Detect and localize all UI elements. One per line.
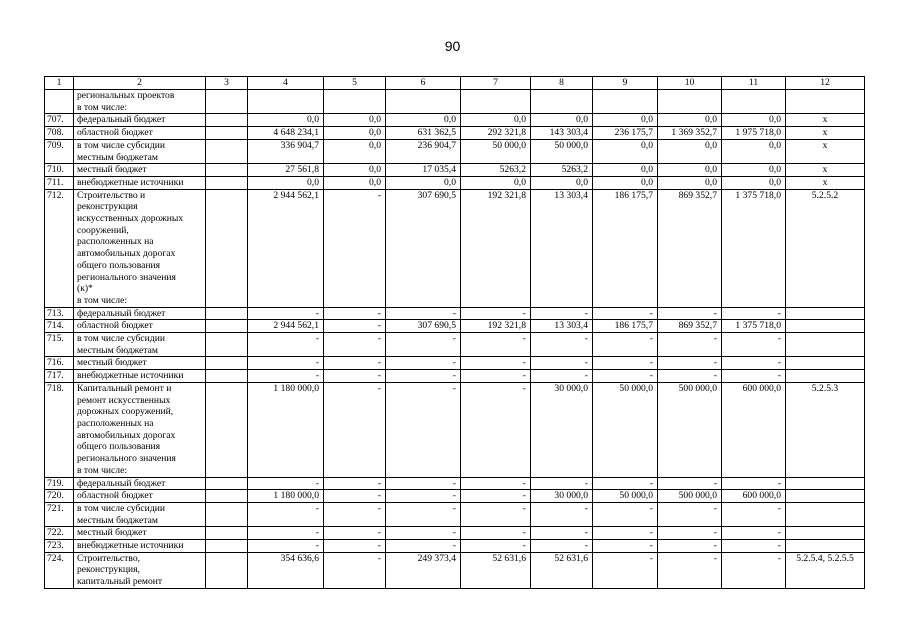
table-row <box>45 114 865 127</box>
column-header: 5 <box>324 77 386 90</box>
column-header: 3 <box>206 77 248 90</box>
row-value: 0,0 <box>593 139 658 163</box>
row-value: - <box>248 502 324 526</box>
row-name: областной бюджет <box>74 490 206 503</box>
row-value: - <box>324 477 386 490</box>
row-number: 709. <box>45 139 74 163</box>
row-value: 600 000,0 <box>722 490 786 503</box>
row-value: - <box>324 527 386 540</box>
row-value: - <box>461 527 531 540</box>
row-reference <box>786 502 865 526</box>
row-value: - <box>386 502 461 526</box>
row-value: - <box>248 540 324 553</box>
row-value: 307 690,5 <box>386 320 461 333</box>
row-value: 500 000,0 <box>658 382 722 477</box>
row-reference: х <box>786 164 865 177</box>
row-value: 13 303,4 <box>531 320 593 333</box>
row-col3 <box>206 114 248 127</box>
column-header: 7 <box>461 77 531 90</box>
row-reference <box>786 527 865 540</box>
budget-table <box>44 76 865 589</box>
row-value: 27 561,8 <box>248 164 324 177</box>
row-value: 17 035,4 <box>386 164 461 177</box>
row-col3 <box>206 540 248 553</box>
row-value: 1 375 718,0 <box>722 189 786 307</box>
row-number: 715. <box>45 333 74 357</box>
row-name: местный бюджет <box>74 527 206 540</box>
row-number: 711. <box>45 176 74 189</box>
row-value: - <box>386 490 461 503</box>
row-value: - <box>461 540 531 553</box>
table-row <box>45 370 865 383</box>
row-col3 <box>206 127 248 140</box>
row-value: 354 636,6 <box>248 552 324 588</box>
row-value: - <box>658 477 722 490</box>
row-value: - <box>722 552 786 588</box>
column-header: 1 <box>45 77 74 90</box>
row-value: - <box>461 333 531 357</box>
row-value: - <box>722 357 786 370</box>
row-reference <box>786 320 865 333</box>
row-value: - <box>324 357 386 370</box>
row-reference: х <box>786 176 865 189</box>
row-col3 <box>206 477 248 490</box>
row-value: 236 904,7 <box>386 139 461 163</box>
row-value: 600 000,0 <box>722 382 786 477</box>
row-value: - <box>531 357 593 370</box>
row-name: внебюджетные источники <box>74 176 206 189</box>
row-value: 292 321,8 <box>461 127 531 140</box>
row-col3 <box>206 502 248 526</box>
row-number: 707. <box>45 114 74 127</box>
row-value: - <box>386 333 461 357</box>
row-value: - <box>531 333 593 357</box>
row-value: - <box>461 370 531 383</box>
column-header: 8 <box>531 77 593 90</box>
row-value: 0,0 <box>593 114 658 127</box>
table-row <box>45 502 865 526</box>
row-reference: 5.2.5.3 <box>786 382 865 477</box>
table-row <box>45 189 865 307</box>
row-reference <box>786 540 865 553</box>
row-name: местный бюджет <box>74 164 206 177</box>
row-value: - <box>324 370 386 383</box>
row-value: - <box>658 333 722 357</box>
table-row <box>45 357 865 370</box>
row-number: 716. <box>45 357 74 370</box>
row-reference <box>786 333 865 357</box>
row-reference: х <box>786 114 865 127</box>
row-number: 713. <box>45 307 74 320</box>
row-value: 236 175,7 <box>593 127 658 140</box>
row-reference <box>786 490 865 503</box>
row-value: 307 690,5 <box>386 189 461 307</box>
table-row <box>45 477 865 490</box>
row-value: - <box>386 307 461 320</box>
row-value: 0,0 <box>248 176 324 189</box>
row-value: 50 000,0 <box>461 139 531 163</box>
row-col3 <box>206 357 248 370</box>
row-value: 186 175,7 <box>593 189 658 307</box>
row-name: в том числе субсидии местным бюджетам <box>74 333 206 357</box>
row-value: - <box>324 307 386 320</box>
row-col3 <box>206 164 248 177</box>
row-value: - <box>324 320 386 333</box>
row-value: - <box>593 502 658 526</box>
row-value: - <box>722 333 786 357</box>
row-value: 1 975 718,0 <box>722 127 786 140</box>
row-value: - <box>531 307 593 320</box>
row-value: - <box>722 527 786 540</box>
row-value: - <box>658 370 722 383</box>
row-reference: 5.2.5.2 <box>786 189 865 307</box>
row-value: - <box>722 502 786 526</box>
row-value: - <box>658 540 722 553</box>
row-value: 0,0 <box>531 176 593 189</box>
row-value: - <box>593 477 658 490</box>
table-row <box>45 139 865 163</box>
row-number: 721. <box>45 502 74 526</box>
row-value <box>248 90 324 114</box>
column-header: 10 <box>658 77 722 90</box>
row-reference <box>786 370 865 383</box>
row-value: - <box>461 307 531 320</box>
table-row <box>45 490 865 503</box>
table-row <box>45 552 865 588</box>
row-name: федеральный бюджет <box>74 477 206 490</box>
row-name: внебюджетные источники <box>74 540 206 553</box>
row-col3 <box>206 527 248 540</box>
row-value: - <box>248 333 324 357</box>
row-value: - <box>324 189 386 307</box>
row-value: 0,0 <box>658 176 722 189</box>
row-value: - <box>593 357 658 370</box>
row-value: - <box>658 552 722 588</box>
row-col3 <box>206 370 248 383</box>
table-row <box>45 164 865 177</box>
row-value: - <box>386 382 461 477</box>
row-col3 <box>206 307 248 320</box>
row-name: Строительство, реконструкция, капитальный ремонт <box>74 552 206 588</box>
row-value: 2 944 562,1 <box>248 320 324 333</box>
row-value: - <box>722 477 786 490</box>
row-value: - <box>593 307 658 320</box>
row-value: 5263,2 <box>461 164 531 177</box>
row-value: - <box>386 527 461 540</box>
row-number: 717. <box>45 370 74 383</box>
row-value: 336 904,7 <box>248 139 324 163</box>
row-value: - <box>531 370 593 383</box>
row-value: - <box>248 477 324 490</box>
row-value <box>658 90 722 114</box>
row-name: местный бюджет <box>74 357 206 370</box>
column-header: 12 <box>786 77 865 90</box>
row-value: 0,0 <box>324 127 386 140</box>
row-value: 0,0 <box>386 176 461 189</box>
row-name: Строительство и реконструкция искусственных дорожных сооружений, расположенных на автомобильных дорогах общего пользования регионального значения (к)* в том числе: <box>74 189 206 307</box>
row-value: - <box>386 477 461 490</box>
table-row <box>45 127 865 140</box>
row-name: в том числе субсидии местным бюджетам <box>74 502 206 526</box>
row-value: - <box>248 307 324 320</box>
row-value: - <box>531 540 593 553</box>
table-row <box>45 527 865 540</box>
row-value: 0,0 <box>324 139 386 163</box>
row-value: - <box>324 333 386 357</box>
table-row <box>45 333 865 357</box>
row-value: - <box>461 477 531 490</box>
row-col3 <box>206 490 248 503</box>
row-number: 718. <box>45 382 74 477</box>
row-value <box>722 90 786 114</box>
column-header: 9 <box>593 77 658 90</box>
row-value: 52 631,6 <box>531 552 593 588</box>
row-number: 710. <box>45 164 74 177</box>
row-value: 0,0 <box>324 164 386 177</box>
row-value: - <box>324 502 386 526</box>
row-number: 719. <box>45 477 74 490</box>
row-number: 723. <box>45 540 74 553</box>
row-col3 <box>206 90 248 114</box>
row-value: 0,0 <box>461 114 531 127</box>
page-number: 90 <box>444 38 461 54</box>
row-reference: 5.2.5.4, 5.2.5.5 <box>786 552 865 588</box>
row-value: - <box>531 502 593 526</box>
row-col3 <box>206 333 248 357</box>
row-value: 869 352,7 <box>658 189 722 307</box>
row-value: - <box>658 502 722 526</box>
table-row <box>45 320 865 333</box>
row-value: 0,0 <box>324 176 386 189</box>
row-value: - <box>658 307 722 320</box>
row-value: 0,0 <box>461 176 531 189</box>
table-row <box>45 90 865 114</box>
row-reference: х <box>786 139 865 163</box>
row-value: - <box>593 370 658 383</box>
row-value: 1 375 718,0 <box>722 320 786 333</box>
row-value: 0,0 <box>658 139 722 163</box>
row-value: - <box>593 527 658 540</box>
row-value: 500 000,0 <box>658 490 722 503</box>
row-value: - <box>386 357 461 370</box>
row-value: 50 000,0 <box>593 382 658 477</box>
row-value: 52 631,6 <box>461 552 531 588</box>
column-header: 11 <box>722 77 786 90</box>
row-value: 30 000,0 <box>531 382 593 477</box>
row-value: - <box>324 382 386 477</box>
table-row <box>45 176 865 189</box>
row-value: - <box>658 527 722 540</box>
row-number: 722. <box>45 527 74 540</box>
row-value: 5263,2 <box>531 164 593 177</box>
row-value: - <box>658 357 722 370</box>
row-value: 1 180 000,0 <box>248 382 324 477</box>
row-value: 13 303,4 <box>531 189 593 307</box>
column-header: 2 <box>74 77 206 90</box>
row-col3 <box>206 320 248 333</box>
budget-table-body <box>45 90 865 589</box>
row-value <box>461 90 531 114</box>
row-value: 2 944 562,1 <box>248 189 324 307</box>
row-name: внебюджетные источники <box>74 370 206 383</box>
row-value: - <box>386 370 461 383</box>
row-name: федеральный бюджет <box>74 307 206 320</box>
row-name: областной бюджет <box>74 127 206 140</box>
row-reference <box>786 477 865 490</box>
row-number: 720. <box>45 490 74 503</box>
row-name: областной бюджет <box>74 320 206 333</box>
row-number: 714. <box>45 320 74 333</box>
row-value: - <box>531 527 593 540</box>
row-value: 192 321,8 <box>461 320 531 333</box>
row-value <box>386 90 461 114</box>
row-value: 50 000,0 <box>531 139 593 163</box>
row-value: 0,0 <box>658 114 722 127</box>
row-value: 0,0 <box>593 176 658 189</box>
table-row <box>45 540 865 553</box>
row-value: 0,0 <box>324 114 386 127</box>
row-value: - <box>593 333 658 357</box>
table-row <box>45 307 865 320</box>
row-value: 0,0 <box>722 139 786 163</box>
row-value: 0,0 <box>722 176 786 189</box>
row-value: 0,0 <box>386 114 461 127</box>
row-value <box>324 90 386 114</box>
row-value: - <box>248 357 324 370</box>
row-col3 <box>206 139 248 163</box>
row-value <box>593 90 658 114</box>
row-number: 712. <box>45 189 74 307</box>
table-row <box>45 382 865 477</box>
row-value: 0,0 <box>593 164 658 177</box>
row-value: 631 362,5 <box>386 127 461 140</box>
row-reference: х <box>786 127 865 140</box>
row-value: 869 352,7 <box>658 320 722 333</box>
row-reference <box>786 357 865 370</box>
row-value: 50 000,0 <box>593 490 658 503</box>
row-value: 186 175,7 <box>593 320 658 333</box>
row-number: 708. <box>45 127 74 140</box>
row-reference <box>786 90 865 114</box>
column-header: 4 <box>248 77 324 90</box>
row-name: региональных проектов в том числе: <box>74 90 206 114</box>
row-value: 0,0 <box>248 114 324 127</box>
row-value: 30 000,0 <box>531 490 593 503</box>
row-value: - <box>386 540 461 553</box>
row-value: - <box>248 527 324 540</box>
row-value: 1 369 352,7 <box>658 127 722 140</box>
row-value: - <box>722 370 786 383</box>
row-value: 0,0 <box>722 114 786 127</box>
row-value: 0,0 <box>722 164 786 177</box>
row-col3 <box>206 176 248 189</box>
row-value: - <box>324 540 386 553</box>
row-value: 0,0 <box>658 164 722 177</box>
row-value: - <box>461 502 531 526</box>
column-number-row <box>45 77 865 90</box>
row-name: в том числе субсидии местным бюджетам <box>74 139 206 163</box>
row-number <box>45 90 74 114</box>
row-value: 1 180 000,0 <box>248 490 324 503</box>
row-value: 192 321,8 <box>461 189 531 307</box>
row-value: - <box>324 490 386 503</box>
row-value: 4 648 234,1 <box>248 127 324 140</box>
row-value: 249 373,4 <box>386 552 461 588</box>
row-value: - <box>461 382 531 477</box>
row-value: - <box>593 552 658 588</box>
row-col3 <box>206 382 248 477</box>
row-value: - <box>722 540 786 553</box>
row-value: - <box>722 307 786 320</box>
row-value: - <box>461 490 531 503</box>
row-value: - <box>461 357 531 370</box>
row-reference <box>786 307 865 320</box>
row-name: Капитальный ремонт и ремонт искусственных дорожных сооружений, расположенных на автомобильных дорогах общего пользования регионального значения в том числе: <box>74 382 206 477</box>
row-name: федеральный бюджет <box>74 114 206 127</box>
row-col3 <box>206 552 248 588</box>
row-value: 143 303,4 <box>531 127 593 140</box>
row-value: 0,0 <box>531 114 593 127</box>
column-header: 6 <box>386 77 461 90</box>
row-value <box>531 90 593 114</box>
row-value: - <box>531 477 593 490</box>
row-value: - <box>248 370 324 383</box>
row-number: 724. <box>45 552 74 588</box>
row-value: - <box>324 552 386 588</box>
row-col3 <box>206 189 248 307</box>
row-value: - <box>593 540 658 553</box>
